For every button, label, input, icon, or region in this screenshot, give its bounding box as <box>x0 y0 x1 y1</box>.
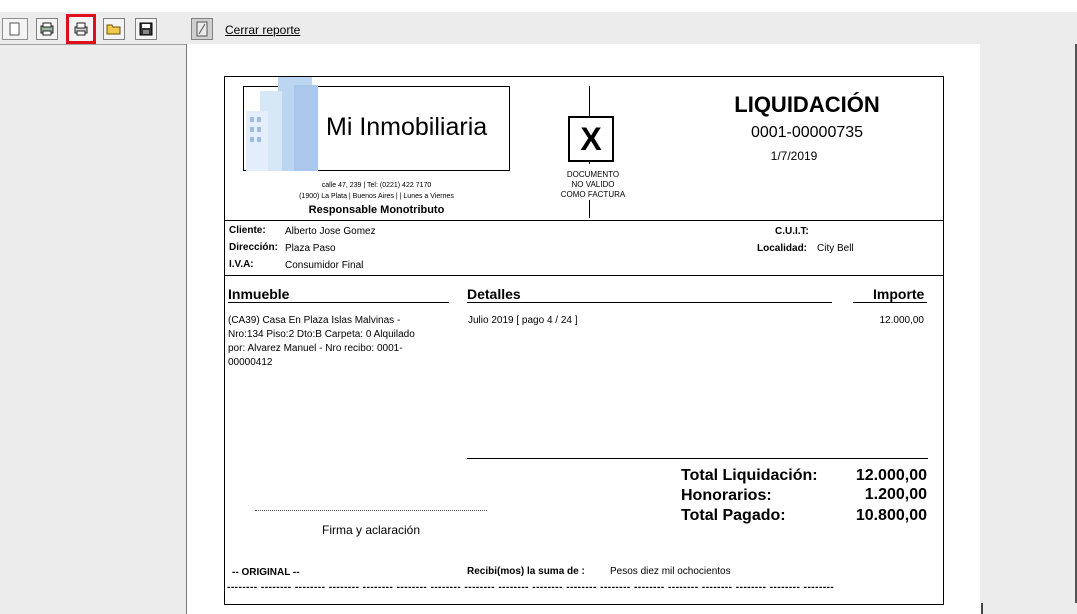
building-logo-icon <box>246 75 336 171</box>
signature-label: Firma y aclaración <box>321 523 421 537</box>
print-icon <box>73 21 89 37</box>
total-pagado-value: 10.800,00 <box>855 507 927 524</box>
doc-title: LIQUIDACIÓN <box>734 92 880 117</box>
print-button[interactable] <box>66 14 96 44</box>
doc-letter-box: X <box>568 116 614 162</box>
doc-notice-1: DOCUMENTO <box>566 170 620 179</box>
total-liquidacion-value: 12.000,00 <box>855 467 927 484</box>
signature-line <box>255 510 487 511</box>
close-doc-icon <box>192 19 212 39</box>
received-value: Pesos diez mil ochocientos <box>610 566 731 577</box>
localidad-label: Localidad: <box>757 243 808 254</box>
close-report-icon[interactable] <box>191 18 213 40</box>
col-detalles: Detalles <box>467 286 521 302</box>
total-pagado-label: Total Pagado: <box>681 507 786 524</box>
localidad-value: City Bell <box>817 243 854 254</box>
new-page-button[interactable] <box>2 18 28 40</box>
report-toolbar <box>0 12 1077 45</box>
received-label: Recibi(mos) la suma de : <box>467 566 585 577</box>
col-importe-rule <box>853 302 927 303</box>
detalle-value: Julio 2019 [ pago 4 / 24 ] <box>468 315 578 326</box>
address-line-1: calle 47, 239 | Tel: (0221) 422 7170 <box>321 182 432 189</box>
direccion-label: Dirección: <box>229 242 278 253</box>
address-line-2: (1900) La Plata | Buenos Aires | | Lunes a Viernes <box>299 193 454 200</box>
printer-setup-icon <box>39 21 55 37</box>
save-icon <box>139 22 153 36</box>
doc-notice-3: COMO FACTURA <box>560 190 626 199</box>
open-button[interactable] <box>103 18 125 40</box>
cliente-value: Alberto Jose Gomez <box>285 226 376 237</box>
importe-value: 12.000,00 <box>879 315 924 326</box>
inmueble-line-3: por: Alvarez Manuel - Nro recibo: 0001- <box>228 343 403 354</box>
iva-value: Consumidor Final <box>285 260 364 271</box>
col-importe: Importe <box>873 286 925 302</box>
cliente-label: Cliente: <box>229 225 266 236</box>
inmueble-line-1: (CA39) Casa En Plaza Islas Malvinas - <box>228 315 401 326</box>
col-detalles-rule <box>467 302 832 303</box>
company-name: Mi Inmobiliaria <box>326 113 488 141</box>
new-page-icon <box>9 22 21 36</box>
col-inmueble: Inmueble <box>228 286 290 302</box>
close-report-button[interactable]: Cerrar reporte <box>225 23 301 37</box>
cut-line: -------- -------- -------- -------- -------- -------- -------- -------- -------- -------- -------- -------- -------- -------- -------- -------- -------- -------- <box>227 582 835 593</box>
save-button[interactable] <box>135 18 157 40</box>
open-folder-icon <box>106 22 122 36</box>
tax-condition: Responsable Monotributo <box>308 204 445 216</box>
logo-box <box>243 86 510 171</box>
report-page <box>186 44 983 614</box>
col-inmueble-rule <box>228 302 449 303</box>
honorarios-label: Honorarios: <box>681 487 772 504</box>
totals-rule <box>467 458 928 459</box>
iva-label: I.V.A: <box>229 259 254 270</box>
cuit-label: C.U.I.T: <box>775 226 809 237</box>
total-liquidacion-label: Total Liquidación: <box>681 467 818 484</box>
inmueble-line-4: 00000412 <box>228 357 273 368</box>
top-strip <box>0 0 1077 12</box>
viewer-background <box>980 44 1077 603</box>
inmueble-line-2: Nro:134 Piso:2 Dto:B Carpeta: 0 Alquilado <box>228 329 415 340</box>
doc-date: 1/7/2019 <box>770 149 818 163</box>
copy-label: -- ORIGINAL -- <box>232 567 300 578</box>
direccion-value: Plaza Paso <box>285 243 336 254</box>
doc-notice-2: NO VALIDO <box>571 180 615 189</box>
printer-setup-button[interactable] <box>36 18 58 40</box>
doc-number: 0001-00000735 <box>750 124 864 141</box>
honorarios-value: 1.200,00 <box>864 486 927 503</box>
